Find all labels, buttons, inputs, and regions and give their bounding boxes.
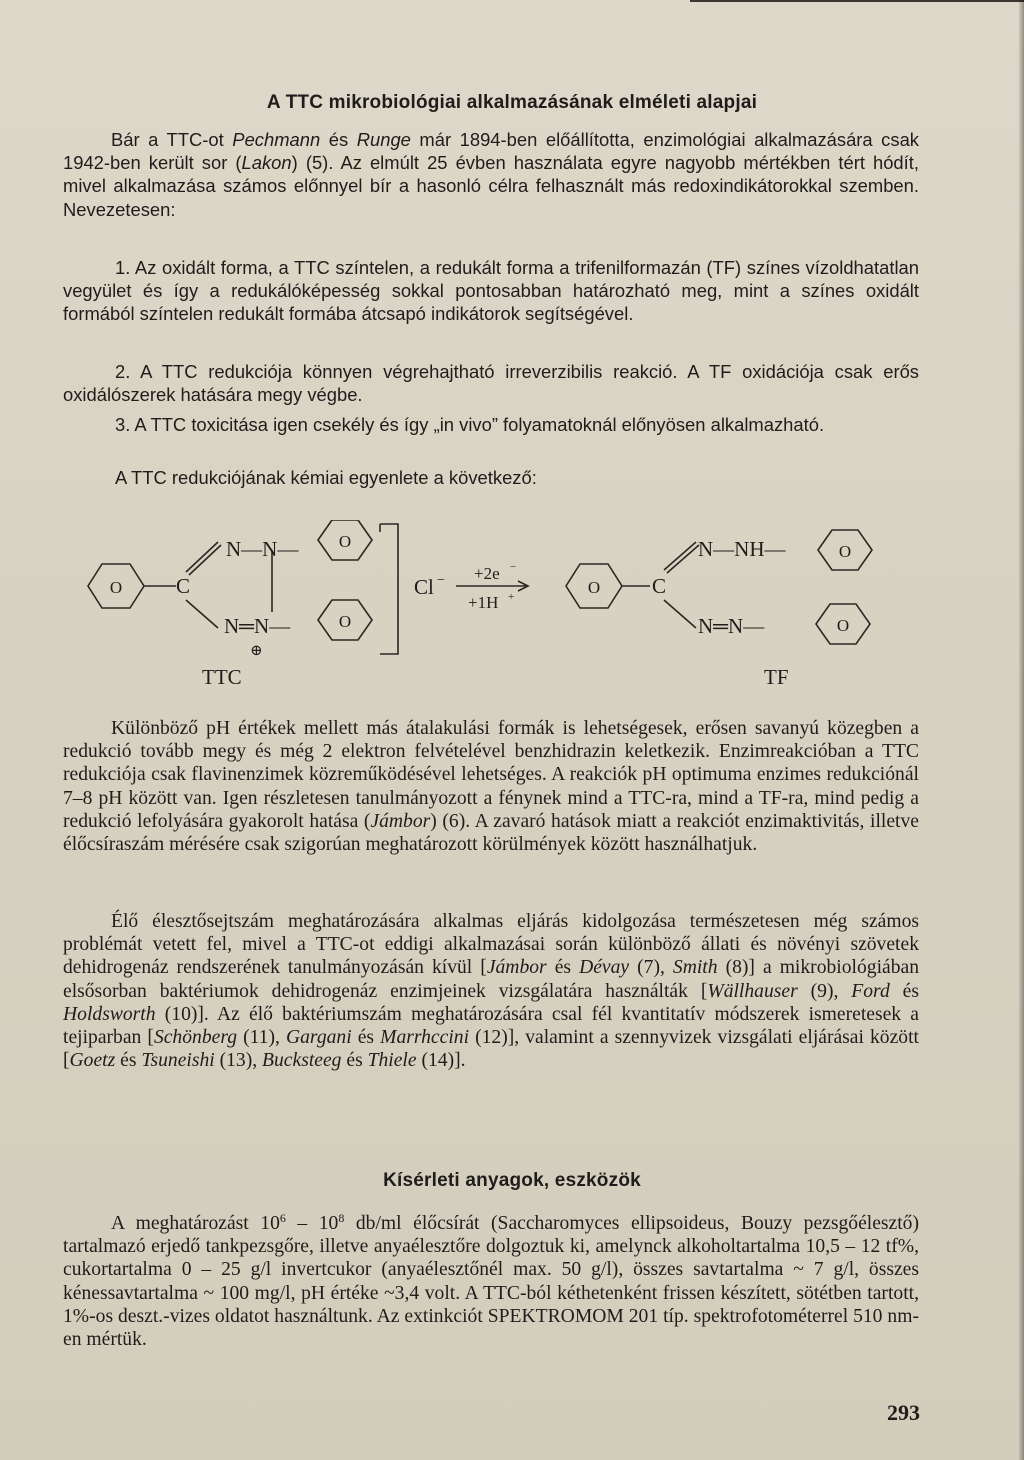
text-run: (8)] a mikrobiológiában elsősorban baktériumok dehidrogenáz enzimjeinek vizsgálatára használták [	[63, 957, 919, 1002]
ring-label: O	[587, 578, 601, 597]
equation-intro: A TTC redukciójának kémiai egyenlete a következő:	[115, 467, 537, 488]
text-run: Bár a TTC-ot	[111, 129, 233, 150]
advantage-point-2: 2. A TTC redukciója könnyen végrehajtható irreverzibilis reakció. A TF oxidációja csak erős oxidálószerek hatására megy végbe.	[63, 361, 919, 406]
cited-name: Lakon	[241, 152, 292, 174]
text-run: (14)].	[416, 1050, 466, 1072]
text-run: (12)], valamint a szennyvizek vizsgálati eljárásai között [	[63, 1027, 919, 1072]
text-run: A meghatározást 10	[111, 1213, 280, 1234]
cited-name: Dévay	[579, 957, 630, 979]
ttc-n-bottom: N═N—	[224, 614, 291, 638]
carbon-label: C	[652, 574, 667, 598]
top-rule	[690, 0, 1024, 2]
cited-name: Ford	[851, 980, 890, 1002]
cited-name: Gargani	[285, 1027, 352, 1049]
ring-label: O	[838, 542, 852, 561]
text-run: (7),	[629, 957, 673, 979]
cited-name: Thiele	[367, 1050, 417, 1072]
text-run: ) (5). Az elmúlt 25 évben használata egyre nagyobb mértékben tért hódít, mivel alkalmazása számos előnnyel bír a hasonló célra felhasznált más redoxindikátorokkal szemben. Nevezetesen:	[63, 152, 919, 220]
cited-name: Jámbor	[486, 957, 547, 979]
text-run: és	[546, 957, 580, 979]
exponent: 8	[338, 1211, 345, 1225]
ring-label: O	[338, 532, 352, 551]
tf-n-bottom: N═N—	[698, 614, 765, 638]
text-run: és	[889, 980, 919, 1002]
section-heading-materials: Kísérleti anyagok, eszközök	[383, 1170, 641, 1191]
text-run: és	[320, 129, 357, 150]
proton-charge: +	[508, 591, 515, 603]
exponent: 6	[279, 1211, 286, 1225]
cited-name: Tsuneishi	[141, 1050, 215, 1072]
cited-name: Goetz	[69, 1050, 116, 1072]
chloride-charge: −	[437, 573, 445, 588]
text-run: (10)]. Az élő baktériumszám meghatározására csal fél kvantitatív módszerek ismeretesek a tejiparban [	[63, 1003, 919, 1049]
cited-name: Jámbor	[370, 810, 431, 832]
text-run: – 10	[285, 1213, 339, 1234]
text-run: és	[351, 1027, 381, 1049]
advantage-point-1: 1. Az oxidált forma, a TTC színtelen, a redukált forma a trifenilformazán (TF) színes vízoldhatatlan vegyület és így a redukálóképesség sokkal pontosabban határozható meg, mint a színes oxidált formából színtelen redukált formába átcsapó indikátorok segítségével.	[63, 257, 919, 325]
text-run: (13),	[214, 1050, 263, 1072]
cited-name: Wällhauser	[707, 980, 798, 1002]
cited-name: Smith	[672, 957, 718, 979]
text-run: és	[341, 1050, 368, 1072]
ring-label: O	[109, 578, 123, 597]
tf-n-top: N—NH—	[698, 537, 786, 561]
section-heading-theory: A TTC mikrobiológiai alkalmazásának elméleti alapjai	[266, 92, 758, 113]
cited-name: Schönberg	[153, 1027, 238, 1049]
electron-charge: −	[510, 561, 517, 573]
text-run: Élő élesztősejtszám meghatározására alkalmas eljárás kidolgozása természetesen még számos problémát vetett fel, mivel a TTC-ot eddigi alkalmazásai során különböző állati és növényi szövetek dehidrogenáz rendszerének tanulmányozásán kívül [	[63, 911, 919, 979]
page-edge-shadow	[1018, 0, 1024, 1460]
cited-name: Marrhccini	[380, 1027, 470, 1049]
page-number: 293	[887, 1400, 920, 1425]
tf-label: TF	[764, 665, 789, 689]
arrow-proton: +1H	[468, 593, 499, 612]
paragraph-materials	[63, 1212, 919, 1351]
text-run: ) (6). A zavaró hatások miatt a reakciót enzimaktivitás, illetve élőcsíraszám mérésére csak szigorúan meghatározott körülmények között használhatjuk.	[63, 810, 919, 856]
text-run: (9),	[797, 980, 852, 1002]
ttc-label: TTC	[202, 665, 242, 689]
chloride-label: Cl	[414, 575, 434, 599]
intro-paragraph	[63, 128, 919, 221]
cited-name: Holdsworth	[63, 1003, 156, 1025]
ring-label: O	[338, 612, 352, 631]
cited-name: Bucksteeg	[262, 1050, 342, 1072]
text-run: Különböző pH értékek mellett más átalakulási formák is lehetségesek, erősen savanyú közegben a redukció tovább megy és még 2 elektron felvételével benzhidrazin keletkezik. Enzimreakcióban a TTC redukciója csak flavinenzimek közreműködésével lehetséges. A reakciók pH optimuma enzimes redukciónál 7–8 pH között van. Igen részletesen tanulmányozott a fénynek mind a TTC-ra, mind a TF-ra, mind pedig a redukció lefolyására gyakorolt hatása (	[63, 718, 919, 832]
cited-name: Runge	[356, 129, 411, 150]
ttc-n-top: N—N—	[226, 537, 299, 561]
text-run: db/ml élőcsírát (Saccharomyces ellipsoideus, Bouzy pezsgőélesztő) tartalmazó erjedő tankpezsgőre, illetve anyaélesztőre dolgoztuk ki, amelynck alkoholtartalma 10,5 – 12 tf%, cukortartalma 0 – 25 g/l invertcukor (anyaélesztőnél max. 50 g/l), összes savtartalma ~ 7 g/l, összes kénessavtartalma ~ 100 mg/l, pH értéke ~3,4 volt. A TTC-ból kéthetenként frissen készített, sötétben tartott, 1%-os deszt.-vizes oldatot használtunk. Az extinkciót SPEKTROMOM 201 típ. spektrofotométerrel 510 nm-en mértük.	[63, 1213, 919, 1351]
carbon-label: C	[176, 574, 191, 598]
paragraph-yeast-count	[63, 910, 919, 1072]
advantage-point-3: 3. A TTC toxicitása igen csekély és így „in vivo” folyamatoknál előnyösen alkalmazható.	[115, 414, 825, 435]
arrow-electrons: +2e	[474, 564, 500, 583]
text-run: már 1894-ben előállította, enzimológiai alkalmazására csak 1942-ben került sor (	[63, 129, 919, 174]
ring-label: O	[836, 616, 850, 635]
reduction-equation	[80, 520, 900, 690]
cited-name: Pechmann	[232, 129, 321, 150]
positive-charge-symbol: ⊕	[250, 643, 263, 659]
paragraph-ph-forms	[63, 717, 919, 856]
text-run: (11),	[237, 1027, 286, 1049]
text-run: és	[115, 1050, 142, 1072]
